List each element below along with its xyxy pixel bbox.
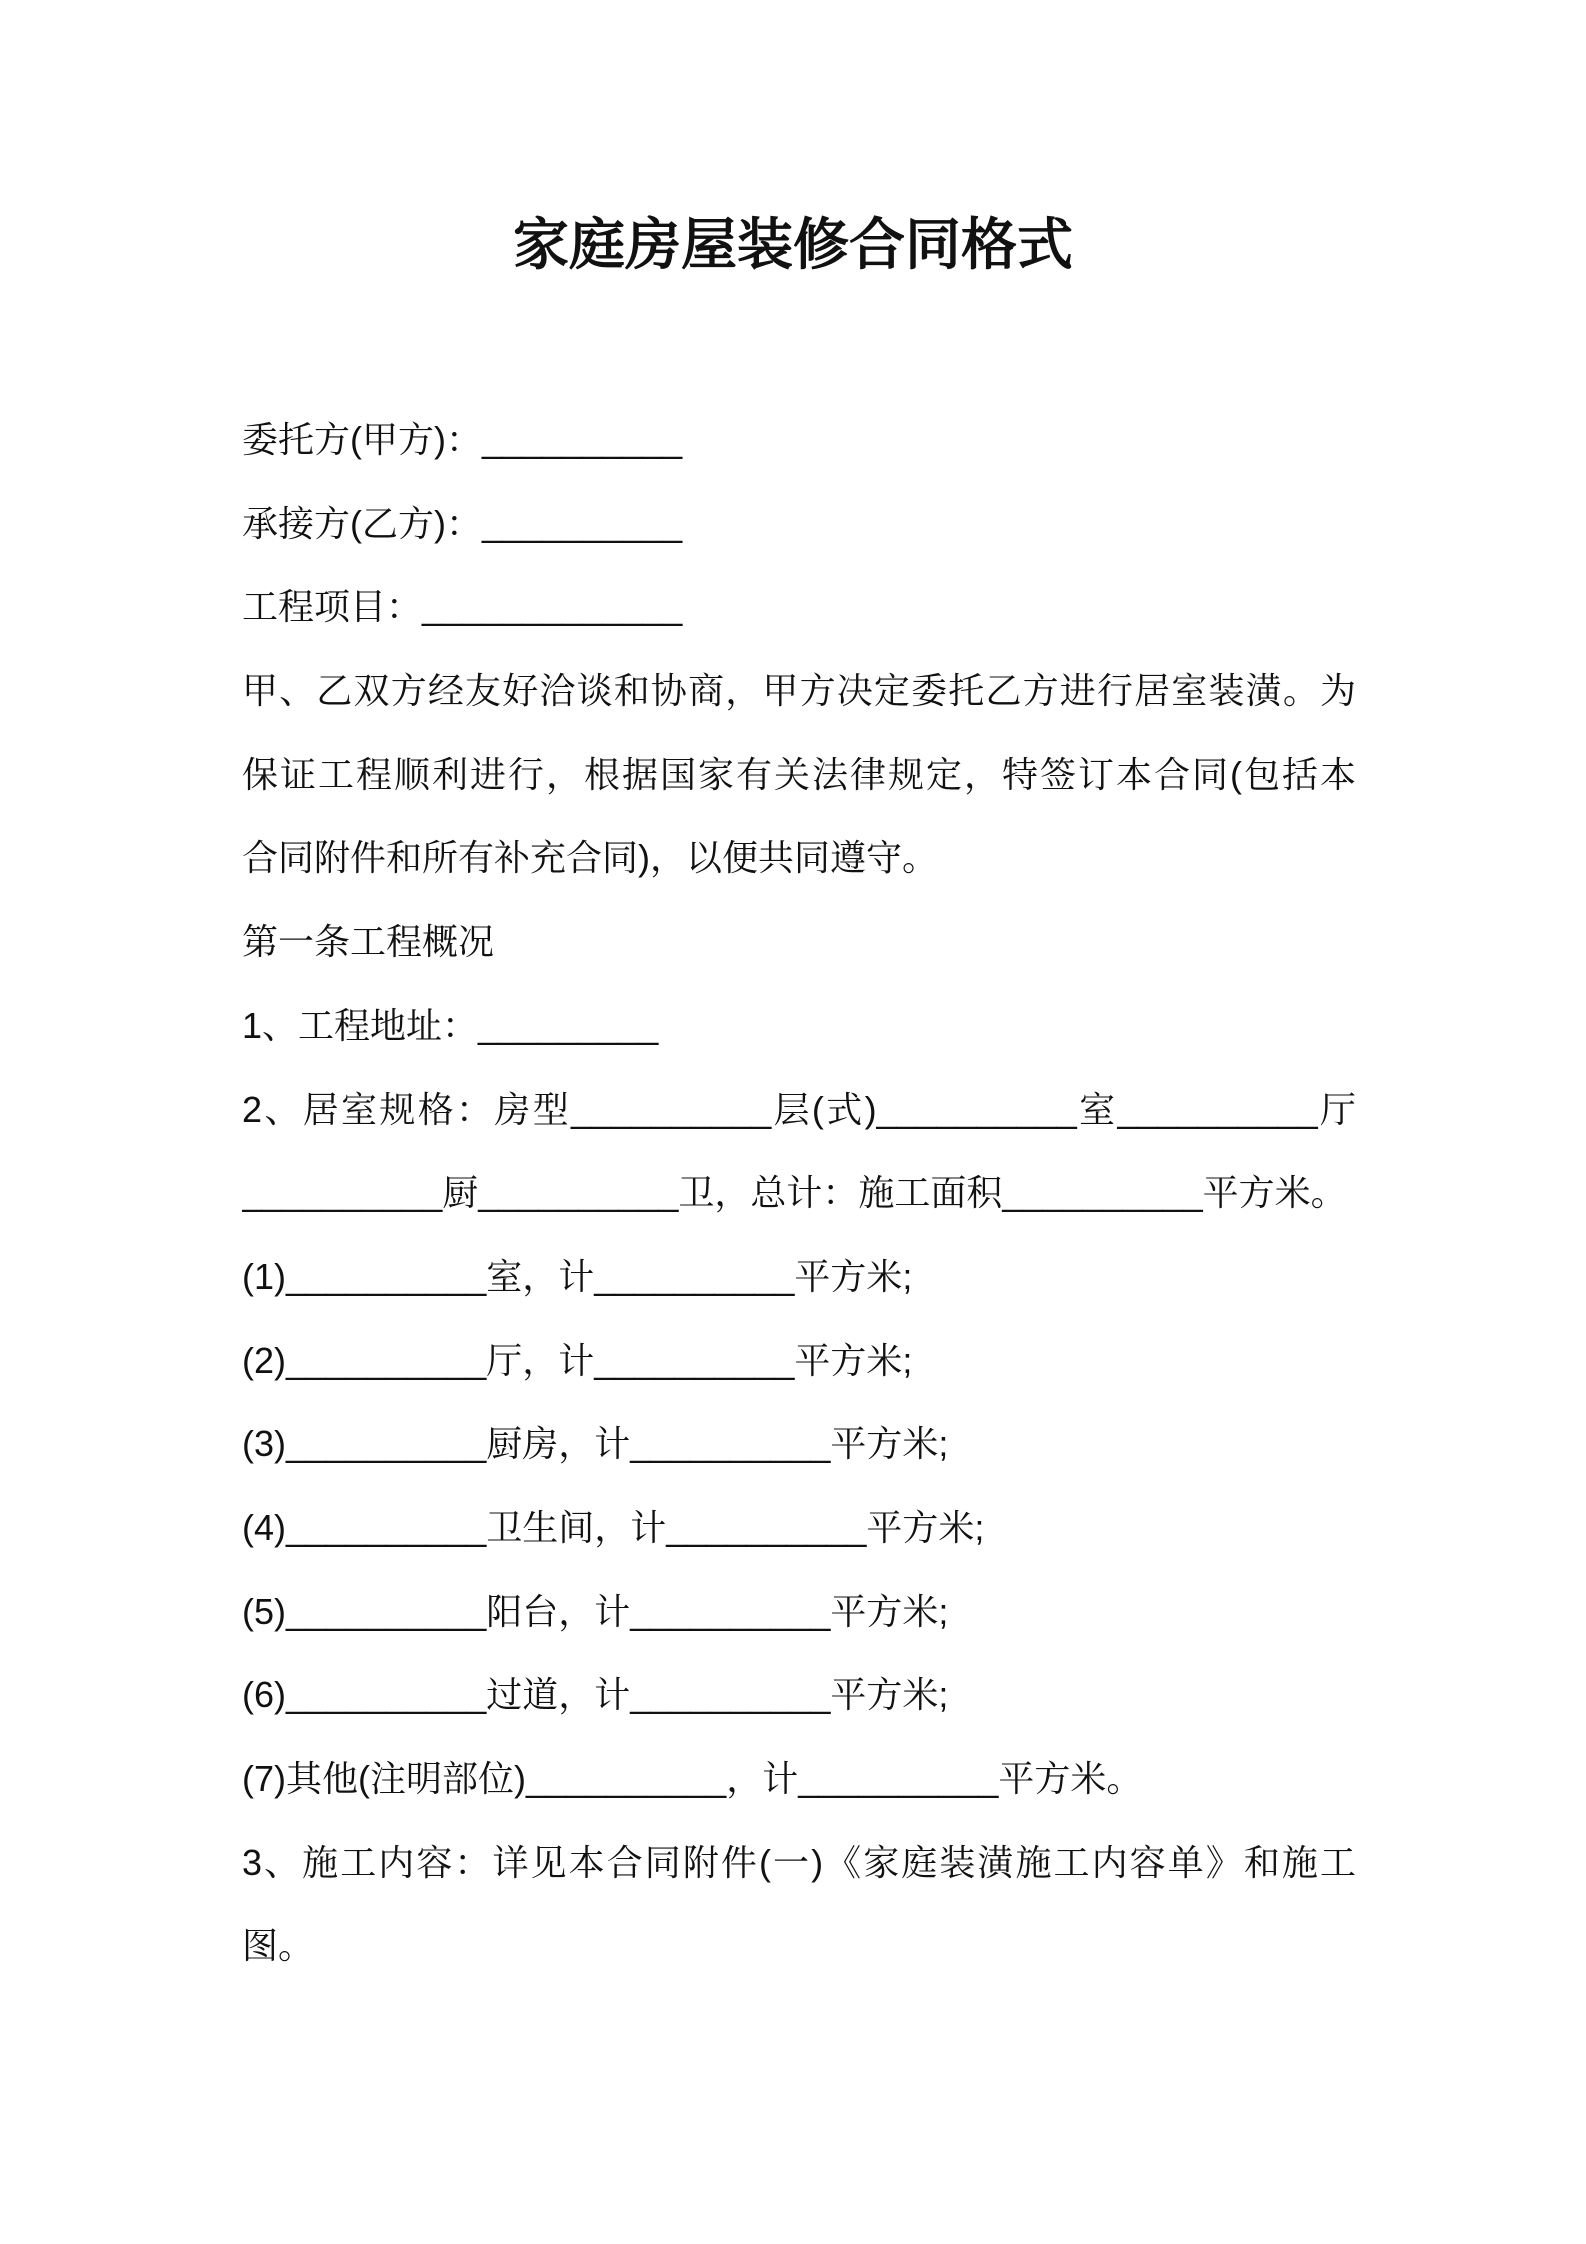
room-area-item-7: (7)其他(注明部位)__________，计__________平方米。 (242, 1758, 1143, 1799)
site-address-field: 1、工程地址：_________ (242, 1004, 659, 1046)
room-area-item-4: (4)__________卫生间，计__________平方米; (242, 1506, 985, 1548)
room-spec-line-2: __________厨__________卫，总计：施工面积__________平方米。 (242, 1172, 1347, 1214)
room-area-item-3: (3)__________厨房，计__________平方米; (242, 1423, 949, 1465)
preamble-line-2: 保证工程顺利进行，根据国家有关法律规定，特签订本合同(包括本 (242, 753, 1356, 795)
project-field: 工程项目：_____________ (242, 586, 683, 628)
document-title: 家庭房屋装修合同格式 (513, 213, 1073, 276)
construction-content-line-1: 3、施工内容：详见本合同附件(一)《家庭装潢施工内容单》和施工 (242, 1841, 1356, 1883)
preamble-line-3: 合同附件和所有补充合同)，以便共同遵守。 (242, 837, 938, 879)
room-spec-line-1: 2、居室规格：房型__________层(式)__________室__________厅 (242, 1088, 1356, 1130)
construction-content-line-2: 图。 (242, 1925, 315, 1967)
party-a-field: 委托方(甲方)：__________ (242, 419, 683, 460)
article-1-heading: 第一条工程概况 (242, 921, 495, 963)
room-area-item-2: (2)__________厅，计__________平方米; (242, 1339, 913, 1381)
preamble-line-1: 甲、乙双方经友好洽谈和协商，甲方决定委托乙方进行居室装潢。为 (242, 670, 1356, 712)
room-area-item-1: (1)__________室，计__________平方米; (242, 1255, 913, 1297)
room-area-item-6: (6)__________过道，计__________平方米; (242, 1674, 949, 1716)
room-area-item-5: (5)__________阳台，计__________平方米; (242, 1590, 949, 1632)
document-body (242, 398, 1356, 1988)
party-b-field: 承接方(乙方)：__________ (242, 502, 683, 544)
